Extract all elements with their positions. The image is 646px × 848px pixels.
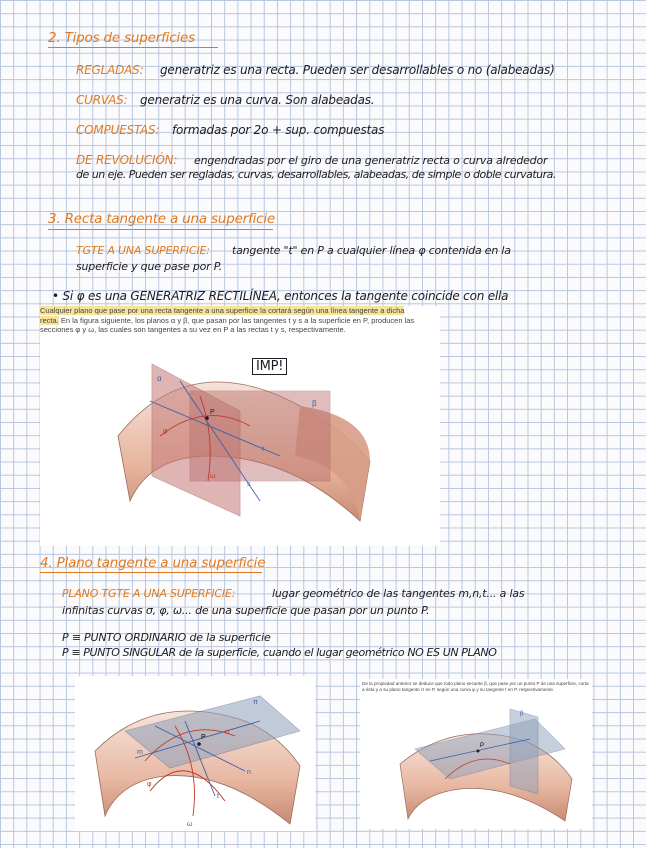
point-p [205,416,209,420]
section-4-title-underline [40,572,262,573]
label-s: s [247,481,251,488]
tangent-def-text-2: superficie y que pase por P. [76,260,222,273]
point-p-3 [477,750,480,753]
curvas-term: CURVAS: [76,93,128,107]
section-3-title-underline [48,229,273,230]
imp-badge: IMP! [252,358,287,375]
revolucion-term: DE REVOLUCIÓN: [76,153,178,167]
label-beta-2: β [520,711,524,717]
label-t: t [262,446,264,453]
label-n: n [247,769,251,776]
label-omega-2: ω [187,821,193,828]
tangent-def-term: TGTE A UNA SUPERFICIE: [76,244,210,257]
secant-plane-figure [360,679,592,829]
printed-highlight: Cualquier plano que pase por una recta tangente a una superficie la cortará según una línea tangente a dicha recta. [40,306,405,325]
label-t-2: t [217,793,219,800]
printed-excerpt-figure-3 [360,679,592,829]
label-beta: β [312,399,317,408]
label-omega: ω [210,473,216,480]
printed-excerpt-figure-1 [40,306,440,546]
label-alpha: α [157,374,162,383]
printed-rest: En la figura siguiente, los planos α y β, que pasan por las tangentes t y s a la superficie en P, producen las secciones φ y ω, las cuales son tangentes a su vez en P a las rectas t y s, respectivamente. [40,315,415,334]
label-pi: π [253,699,258,706]
tangent-def-text-1: tangente "t" en P a cualquier línea φ contenida en la [232,244,511,257]
plane-beta [190,391,330,481]
label-m: m [137,749,143,756]
section-3-title: 3. Recta tangente a una superficie [48,211,276,227]
printed-small-paragraph: De la propiedad anterior se deduce que todo plano secante β, que pase por un punto P de una superficie, corta a ésta y a su plano tangente π en P, según una curva φ y su tangente t en P, respectivamente. [362,681,589,692]
tangent-plane-figure [75,676,315,831]
plane-def-text-2: infinitas curvas σ, φ, ω... de una superficie que pasan por un punto P. [62,604,430,617]
curvas-text: generatriz es una curva. Son alabeadas. [140,93,375,107]
compuestas-text: formadas por 2o + sup. compuestas [172,123,385,137]
regladas-term: REGLADAS: [76,63,144,77]
label-phi-2: φ [147,781,152,788]
section-2-title: 2. Tipos de superficies [48,30,195,46]
label-p: P [210,409,215,416]
surface-tangent-figure [40,306,440,546]
regladas-text: generatriz es una recta. Pueden ser desarrollables o no (alabeadas) [160,63,555,77]
revolucion-text-1: engendradas por el giro de una generatriz recta o curva alrededor [194,154,548,167]
compuestas-term: COMPUESTAS: [76,123,160,137]
label-phi: φ [163,428,168,435]
label-p-2: P [201,734,206,741]
printed-figure-2 [75,676,315,831]
plane-def-term: PLANO TGTE A UNA SUPERFICIE: [62,587,236,600]
point-p-2 [197,742,201,746]
plane-def-text-1: lugar geométrico de las tangentes m,n,t... a las [272,587,525,600]
punto-singular: P ≡ PUNTO SINGULAR de la superficie, cuando el lugar geométrico NO ES UN PLANO [62,646,497,659]
secant-plane-beta [510,709,538,794]
section-2-title-underline [48,47,218,48]
label-p-3: P [480,743,485,749]
generatriz-bullet: • Si φ es una GENERATRIZ RECTILÍNEA, entonces la tangente coincide con ella [52,289,509,303]
section-4-title: 4. Plano tangente a una superficie [40,555,266,571]
label-sigma: σ [225,729,230,736]
punto-ordinario: P ≡ PUNTO ORDINARIO de la superficie [62,631,271,644]
revolucion-text-2: de un eje. Pueden ser regladas, curvas, desarrollables, alabeadas, de simple o doble curvatura. [76,168,556,181]
